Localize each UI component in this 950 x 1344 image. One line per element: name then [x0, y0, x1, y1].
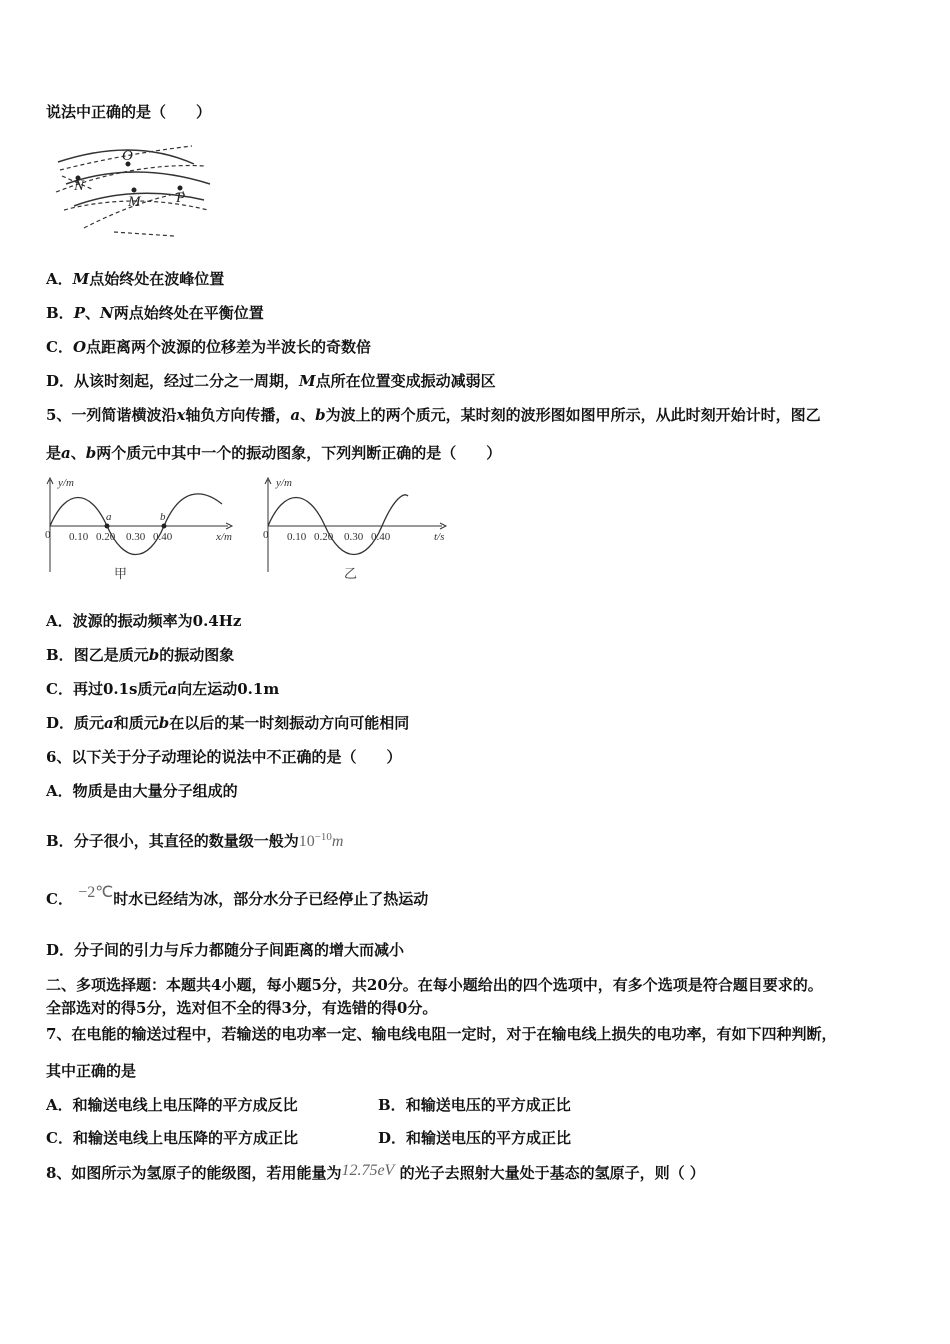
yi-tick: 0.30 [344, 531, 364, 543]
q6-option-c: C． −2℃时水已经结为冰，部分水分子已经停止了热运动 [46, 884, 429, 908]
q6-option-a: A．物质是由大量分子组成的 [46, 782, 238, 800]
q7-stem-line1: 7、在电能的输送过程中，若输送的电功率一定、输电线电阻一定时，对于在输电线上损失的电功率，有如下四种判断， [46, 1025, 837, 1043]
label-M: M [128, 194, 141, 210]
q5-chart-jia [40, 474, 240, 584]
section2-line1: 二、多项选择题：本题共4小题，每小题5分，共20分。在每小题给出的四个选项中，有多个选项是符合题目要求的。 [46, 976, 823, 994]
q4-wave-figure [54, 132, 214, 238]
q4-stem: 说法中正确的是（ ） [46, 103, 212, 121]
q4-option-c: C．O点距离两个波源的位移差为半波长的奇数倍 [46, 338, 372, 356]
q5-option-b: B．图乙是质元b的振动图象 [46, 646, 235, 664]
label-P: P [176, 190, 186, 206]
yi-origin: 0 [263, 529, 269, 541]
q7-option-d: D．和输送电压的平方成正比 [378, 1129, 572, 1147]
q5-option-d: D．质元a和质元b在以后的某一时刻振动方向可能相同 [46, 714, 410, 732]
yi-caption: 乙 [344, 566, 358, 581]
q6-option-d: D．分子间的引力与斥力都随分子间距离的增大而减小 [46, 941, 405, 959]
q5-option-a: A．波源的振动频率为0.4Hz [46, 612, 242, 630]
q7-option-b: B．和输送电压的平方成正比 [378, 1096, 571, 1114]
label-N: N [74, 178, 85, 194]
q5-stem-line2: 是a、b两个质元中其中一个的振动图象，下列判断正确的是（ ） [46, 444, 502, 462]
q5-stem-line1: 5、一列简谐横波沿x轴负方向传播，a、b为波上的两个质元，某时刻的波形图如图甲所示，从此时刻开始计时，图乙 [46, 406, 821, 424]
q6-stem: 6、以下关于分子动理论的说法中不正确的是（ ） [46, 748, 402, 766]
section2-line2: 全部选对的得5分，选对但不全的得3分，有选错的得0分。 [46, 999, 438, 1017]
yi-ylabel: y/m [276, 477, 292, 489]
yi-xlabel: t/s [434, 531, 445, 543]
jia-tick: 0.20 [96, 531, 116, 543]
jia-origin: 0 [45, 529, 51, 541]
jia-point-b: b [160, 511, 166, 523]
q7-option-a: A．和输送电线上电压降的平方成反比 [46, 1096, 298, 1114]
yi-tick: 0.10 [287, 531, 307, 543]
q5-chart-yi [258, 474, 458, 584]
jia-ylabel: y/m [58, 477, 74, 489]
jia-tick: 0.40 [153, 531, 173, 543]
jia-tick: 0.30 [126, 531, 146, 543]
label-O: O [122, 148, 133, 164]
q4-option-a: A．M点始终处在波峰位置 [46, 270, 225, 288]
yi-tick: 0.40 [371, 531, 391, 543]
q4-option-b: B．P、N两点始终处在平衡位置 [46, 304, 264, 322]
q5-option-c: C．再过0.1s质元a向左运动0.1m [46, 680, 280, 698]
yi-tick: 0.20 [314, 531, 334, 543]
jia-xlabel: x/m [216, 531, 232, 543]
q7-stem-line2: 其中正确的是 [46, 1062, 137, 1080]
jia-tick: 0.10 [69, 531, 89, 543]
q4-option-d: D．从该时刻起，经过二分之一周期，M点所在位置变成振动减弱区 [46, 372, 496, 390]
q6-option-b: B．分子很小，其直径的数量级一般为$10^{-10}m$ [46, 831, 344, 850]
q8-stem: 8、如图所示为氢原子的能级图，若用能量为12.75eV 的光子去照射大量处于基态的氢原子，则（ ） [46, 1162, 705, 1182]
q7-option-c: C．和输送电线上电压降的平方成正比 [46, 1129, 298, 1147]
jia-point-a: a [106, 511, 112, 523]
jia-caption: 甲 [114, 566, 128, 581]
